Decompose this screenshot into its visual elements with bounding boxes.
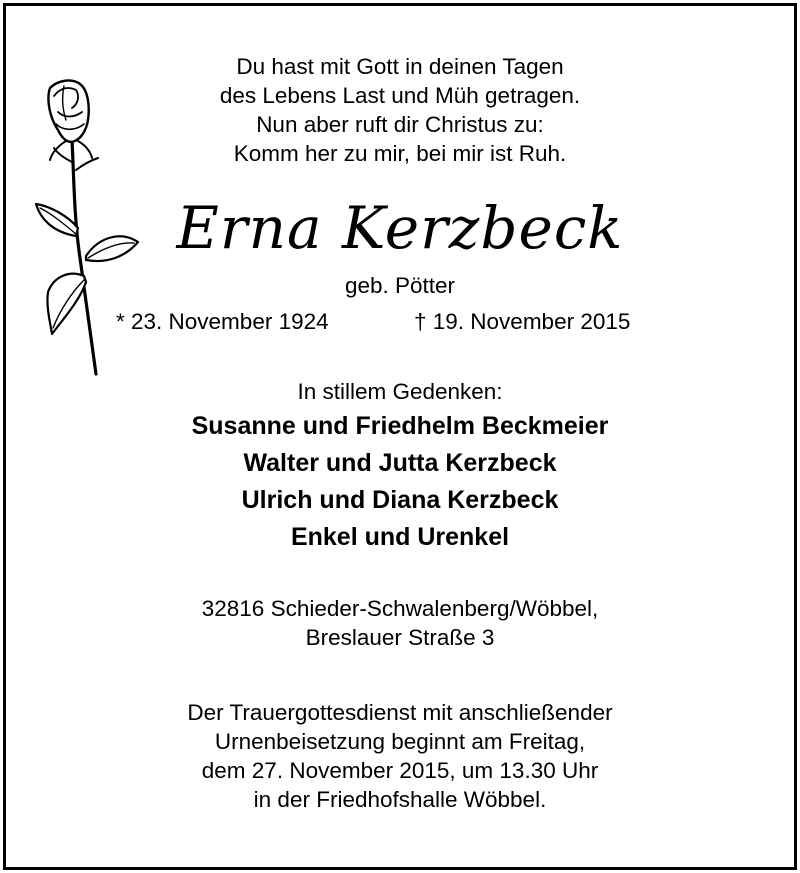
mourners-list (0, 408, 800, 556)
service-line: in der Friedhofshalle Wöbbel. (253, 787, 547, 812)
verse-line: des Lebens Last und Müh getragen. (219, 83, 581, 108)
mourner-entry: Walter und Jutta Kerzbeck (243, 449, 557, 477)
maiden-name: geb. Pötter (344, 273, 456, 298)
mourner-entry: Susanne und Friedhelm Beckmeier (191, 412, 609, 440)
verse-line: Komm her zu mir, bei mir ist Ruh. (233, 141, 567, 166)
deceased-name: Erna Kerzbeck (176, 194, 624, 262)
address (0, 594, 800, 652)
mourner-entry: Ulrich und Diana Kerzbeck (241, 486, 559, 514)
address-line: 32816 Schieder-Schwalenberg/Wöbbel, (201, 596, 599, 621)
service-line: dem 27. November 2015, um 13.30 Uhr (201, 758, 599, 783)
verse (0, 52, 800, 168)
address-line: Breslauer Straße 3 (305, 625, 495, 650)
memory-intro: In stillem Gedenken: (297, 379, 503, 404)
mourner-entry: Enkel und Urenkel (290, 523, 510, 551)
service-info (0, 698, 800, 814)
verse-line: Nun aber ruft dir Christus zu: (256, 112, 544, 137)
death-date: † 19. November 2015 (414, 309, 631, 334)
service-line: Urnenbeisetzung beginnt am Freitag, (214, 729, 586, 754)
verse-line: Du hast mit Gott in deinen Tagen (236, 54, 564, 79)
service-line: Der Trauergottesdienst mit anschließender (187, 700, 613, 725)
birth-date: * 23. November 1924 (116, 309, 329, 334)
